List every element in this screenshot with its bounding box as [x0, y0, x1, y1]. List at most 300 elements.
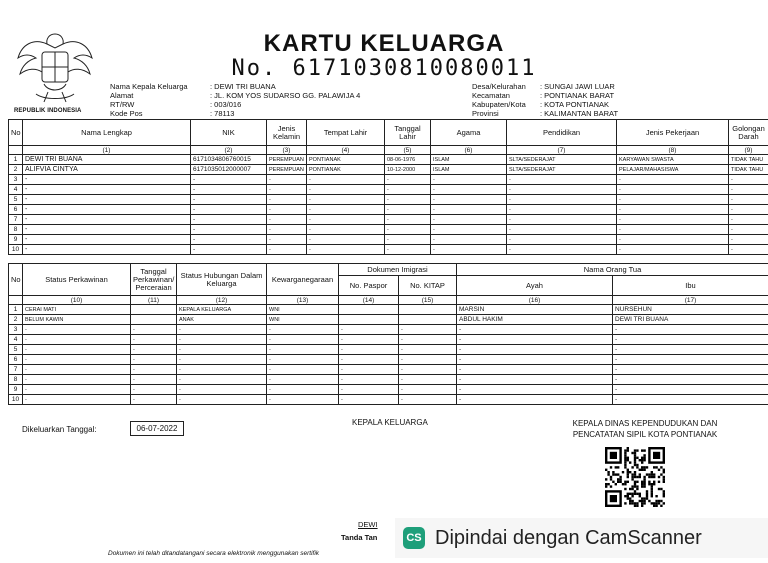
table-cell: TIDAK TAHU	[729, 155, 768, 165]
table-cell: -	[457, 375, 613, 385]
info-label: RT/RW	[110, 100, 135, 109]
table-cell: -	[177, 395, 267, 405]
table-cell: -	[729, 205, 768, 215]
table-cell: 10-12-2000	[385, 165, 431, 175]
table-cell: -	[307, 235, 385, 245]
column-number: (13)	[267, 296, 339, 305]
col-header: Kewarganegaraan	[267, 264, 339, 296]
row-number: 1	[9, 155, 23, 165]
document-title: KARTU KELUARGA	[263, 30, 505, 57]
table-cell: -	[339, 335, 399, 345]
table-cell: -	[617, 245, 729, 255]
table-cell: -	[399, 385, 457, 395]
table-cell: -	[131, 335, 177, 345]
table-cell: -	[23, 345, 131, 355]
table-cell: DEWI TRI BUANA	[23, 155, 191, 165]
table-cell: -	[431, 235, 507, 245]
info-value: : DEWI TRI BUANA	[210, 82, 276, 91]
table-cell: -	[431, 185, 507, 195]
family-members-table	[8, 119, 768, 255]
table-cell: -	[267, 395, 339, 405]
table-cell: -	[307, 195, 385, 205]
row-number: 1	[9, 305, 23, 315]
kk-number-value: 6171030810080011	[292, 56, 537, 81]
info-label: Kode Pos	[110, 109, 143, 118]
table-cell: -	[729, 235, 768, 245]
table-cell: -	[23, 245, 191, 255]
table-cell: -	[457, 345, 613, 355]
row-number: 3	[9, 175, 23, 185]
table-cell: -	[191, 235, 267, 245]
table-cell: -	[177, 355, 267, 365]
table-cell: -	[507, 205, 617, 215]
table-cell: -	[267, 385, 339, 395]
table-cell: -	[457, 335, 613, 345]
table-cell: -	[385, 215, 431, 225]
table-cell: -	[191, 225, 267, 235]
table-cell: -	[507, 245, 617, 255]
column-number: (2)	[191, 146, 267, 155]
table1-header-row	[9, 120, 768, 146]
table-row	[9, 175, 768, 185]
table-cell	[339, 315, 399, 325]
col-header: Tanggal Perkawinan/ Perceraian	[131, 264, 177, 296]
info-value: : KOTA PONTIANAK	[540, 100, 610, 109]
table-cell: -	[399, 325, 457, 335]
table-cell: -	[191, 205, 267, 215]
row-number: 8	[9, 225, 23, 235]
table-cell: CERAI MATI	[23, 305, 131, 315]
table-cell: -	[613, 345, 768, 355]
table-cell: -	[339, 345, 399, 355]
row-number: 7	[9, 215, 23, 225]
table-row	[9, 385, 768, 395]
table-cell: KARYAWAN SWASTA	[617, 155, 729, 165]
col-header: Nama Lengkap	[23, 120, 191, 146]
table-cell: -	[191, 185, 267, 195]
table-cell: PONTIANAK	[307, 165, 385, 175]
table-row	[9, 325, 768, 335]
issued-date: 06-07-2022	[130, 421, 184, 436]
info-row	[472, 82, 618, 91]
table-cell: -	[507, 215, 617, 225]
table-cell: -	[191, 195, 267, 205]
table-cell: -	[399, 365, 457, 375]
col-header: Nama Orang Tua	[457, 264, 768, 276]
row-number: 7	[9, 365, 23, 375]
table-cell: -	[339, 325, 399, 335]
table-cell: -	[23, 235, 191, 245]
table-cell: -	[131, 355, 177, 365]
table-cell: SLTA/SEDERAJAT	[507, 155, 617, 165]
table-cell: -	[267, 205, 307, 215]
info-value: : 003/016	[210, 100, 242, 109]
table-cell: -	[23, 215, 191, 225]
row-number: 8	[9, 375, 23, 385]
column-number: (10)	[23, 296, 131, 305]
col-header: Pendidikan	[507, 120, 617, 146]
column-number: (12)	[177, 296, 267, 305]
row-number: 2	[9, 165, 23, 175]
table-row	[9, 225, 768, 235]
table-cell: -	[399, 375, 457, 385]
column-number: (11)	[131, 296, 177, 305]
table-cell: -	[613, 395, 768, 405]
table-cell: -	[177, 385, 267, 395]
table-cell: -	[23, 325, 131, 335]
col-header: Tempat Lahir	[307, 120, 385, 146]
table-row	[9, 215, 768, 225]
info-label: Kecamatan	[472, 91, 510, 100]
column-number: (16)	[457, 296, 613, 305]
camscanner-text: Dipindai dengan CamScanner	[435, 526, 702, 549]
qr-code-icon	[605, 447, 665, 507]
table-cell: -	[23, 185, 191, 195]
table-cell: -	[267, 375, 339, 385]
table-cell: -	[729, 195, 768, 205]
table-cell: -	[339, 355, 399, 365]
col-header: Status Perkawinan	[23, 264, 131, 296]
col-header: NIK	[191, 120, 267, 146]
table-cell: -	[23, 225, 191, 235]
dinas-line: KEPALA DINAS KEPENDUDUKAN DAN	[572, 419, 718, 428]
info-label: Kabupaten/Kota	[472, 100, 526, 109]
table-cell: -	[457, 365, 613, 375]
info-row	[110, 100, 360, 109]
info-row	[472, 91, 618, 100]
table-cell: -	[267, 175, 307, 185]
table-cell: -	[267, 245, 307, 255]
column-number: (4)	[307, 146, 385, 155]
table-cell: TIDAK TAHU	[729, 165, 768, 175]
table-cell: -	[267, 235, 307, 245]
table-cell: -	[267, 345, 339, 355]
table-cell: -	[267, 225, 307, 235]
table-cell: -	[23, 175, 191, 185]
row-number: 5	[9, 345, 23, 355]
info-left	[110, 82, 360, 118]
row-number: 4	[9, 335, 23, 345]
table-cell: -	[617, 235, 729, 245]
table-cell: -	[267, 335, 339, 345]
table-cell: -	[191, 175, 267, 185]
column-number: (6)	[431, 146, 507, 155]
table-cell: -	[177, 375, 267, 385]
table-cell: -	[729, 185, 768, 195]
table-cell: -	[617, 205, 729, 215]
table-cell: -	[131, 385, 177, 395]
table-row	[9, 355, 768, 365]
signature-label: Tanda Tan	[341, 533, 378, 542]
table-cell: -	[617, 215, 729, 225]
signer-name: DEWI	[358, 520, 378, 529]
col-header: Agama	[431, 120, 507, 146]
table-row	[9, 205, 768, 215]
table-cell	[131, 315, 177, 325]
table-row	[9, 335, 768, 345]
info-label: Nama Kepala Keluarga	[110, 82, 188, 91]
table-cell: 6171034806760015	[191, 155, 267, 165]
table-cell: -	[23, 205, 191, 215]
table-row	[9, 365, 768, 375]
column-number: (3)	[267, 146, 307, 155]
table-row	[9, 165, 768, 175]
info-value: : JL. KOM YOS SUDARSO GG. PALAWIJA 4	[210, 91, 361, 100]
table-cell	[399, 305, 457, 315]
info-label: Alamat	[110, 91, 134, 100]
table-cell: -	[23, 375, 131, 385]
table-row	[9, 395, 768, 405]
table-cell: MARSIN	[457, 305, 613, 315]
column-number: (7)	[507, 146, 617, 155]
info-row	[110, 91, 360, 100]
table-cell: -	[23, 355, 131, 365]
table-cell: -	[131, 345, 177, 355]
table-cell: -	[729, 215, 768, 225]
table-cell: -	[339, 385, 399, 395]
table-cell: WNI	[267, 305, 339, 315]
table-cell: PONTIANAK	[307, 155, 385, 165]
table2-header-row	[9, 264, 768, 276]
table-cell: -	[267, 185, 307, 195]
column-number: (9)	[729, 146, 768, 155]
table-cell: PELAJAR/MAHASISWA	[617, 165, 729, 175]
table-cell: -	[131, 375, 177, 385]
col-header: Dokumen Imigrasi	[339, 264, 457, 276]
column-number	[9, 296, 23, 305]
table-cell: 6171035012000007	[191, 165, 267, 175]
kepala-keluarga-label: KEPALA KELUARGA	[352, 418, 428, 427]
camscanner-icon: CS	[403, 527, 425, 549]
table-cell: -	[399, 335, 457, 345]
table-row	[9, 315, 768, 325]
table-cell: -	[267, 355, 339, 365]
info-row	[472, 100, 618, 109]
col-header: Tanggal Lahir	[385, 120, 431, 146]
table-cell: -	[617, 185, 729, 195]
table-cell: -	[507, 185, 617, 195]
table-cell: -	[339, 395, 399, 405]
col-header: Status Hubungan Dalam Keluarga	[177, 264, 267, 296]
column-number: (8)	[617, 146, 729, 155]
row-number: 10	[9, 245, 23, 255]
table-cell: -	[385, 235, 431, 245]
column-number: (1)	[23, 146, 191, 155]
row-number: 6	[9, 355, 23, 365]
column-number: (14)	[339, 296, 399, 305]
col-subheader: Ibu	[613, 276, 768, 296]
table-cell: -	[23, 195, 191, 205]
table-cell: -	[431, 215, 507, 225]
info-label: Provinsi	[472, 109, 499, 118]
table-cell: KEPALA KELUARGA	[177, 305, 267, 315]
col-header: Golongan Darah	[729, 120, 768, 146]
kk-number	[0, 56, 768, 81]
table-cell: -	[385, 175, 431, 185]
col-header: Jenis Kelamin	[267, 120, 307, 146]
table-cell: -	[617, 195, 729, 205]
table-cell: -	[131, 395, 177, 405]
table-cell: -	[613, 385, 768, 395]
info-value: : KALIMANTAN BARAT	[540, 109, 619, 118]
info-row	[472, 109, 618, 118]
table-cell: -	[23, 365, 131, 375]
table-cell: -	[457, 385, 613, 395]
table-cell: -	[307, 245, 385, 255]
table-cell: -	[729, 245, 768, 255]
row-number: 6	[9, 205, 23, 215]
table-row	[9, 305, 768, 315]
table-cell: -	[131, 325, 177, 335]
table-cell: -	[385, 245, 431, 255]
table-cell: -	[385, 195, 431, 205]
table-cell: -	[307, 225, 385, 235]
table-cell: WNI	[267, 315, 339, 325]
table-cell: ALIFVIA CINTYA	[23, 165, 191, 175]
table-cell: -	[191, 245, 267, 255]
table-cell: -	[307, 205, 385, 215]
table-cell: -	[613, 355, 768, 365]
table-cell: -	[307, 185, 385, 195]
column-number: (17)	[613, 296, 768, 305]
table-cell: -	[457, 355, 613, 365]
table-cell: ISLAM	[431, 155, 507, 165]
info-row	[110, 82, 360, 91]
table-cell: -	[617, 225, 729, 235]
table-cell: -	[177, 345, 267, 355]
table-cell: SLTA/SEDERAJAT	[507, 165, 617, 175]
row-number: 3	[9, 325, 23, 335]
column-number: (15)	[399, 296, 457, 305]
table-cell: -	[431, 245, 507, 255]
table-cell: -	[307, 215, 385, 225]
table-cell: -	[507, 235, 617, 245]
table-cell: -	[431, 225, 507, 235]
col-subheader: No. KITAP	[399, 276, 457, 296]
table-cell: -	[613, 335, 768, 345]
table-cell: ABDUL HAKIM	[457, 315, 613, 325]
table-cell: -	[457, 395, 613, 405]
row-number: 10	[9, 395, 23, 405]
table-row	[9, 375, 768, 385]
table-cell: -	[431, 195, 507, 205]
table-row	[9, 345, 768, 355]
info-value: : 78113	[210, 109, 235, 118]
table-cell: -	[385, 185, 431, 195]
table-cell: -	[267, 215, 307, 225]
table-cell: NURSEHUN	[613, 305, 768, 315]
table-cell: PEREMPUAN	[267, 165, 307, 175]
table-cell: -	[613, 375, 768, 385]
column-number-row	[9, 146, 768, 155]
table-cell: -	[431, 175, 507, 185]
table-cell: -	[385, 225, 431, 235]
camscanner-banner	[395, 518, 768, 558]
column-number	[9, 146, 23, 155]
table-cell: -	[339, 365, 399, 375]
table-cell	[131, 305, 177, 315]
dinas-title	[560, 418, 730, 440]
table-cell: -	[23, 335, 131, 345]
family-status-table	[8, 263, 768, 405]
row-number: 4	[9, 185, 23, 195]
table-cell	[339, 305, 399, 315]
row-number: 5	[9, 195, 23, 205]
table-cell: -	[431, 205, 507, 215]
table-cell: -	[617, 175, 729, 185]
kk-number-prefix: No.	[231, 56, 278, 81]
table-cell: -	[729, 175, 768, 185]
table-cell: 08-06-1976	[385, 155, 431, 165]
table-cell: -	[267, 325, 339, 335]
col-header: No	[9, 120, 23, 146]
table-cell: -	[457, 325, 613, 335]
table-cell: -	[613, 365, 768, 375]
table-cell: -	[267, 365, 339, 375]
row-number: 9	[9, 385, 23, 395]
table-cell: -	[399, 395, 457, 405]
table-cell: -	[399, 355, 457, 365]
table-row	[9, 195, 768, 205]
emblem-caption: REPUBLIK INDONESIA	[14, 108, 82, 114]
table-cell: BELUM KAWIN	[23, 315, 131, 325]
info-label: Desa/Kelurahan	[472, 82, 526, 91]
col-subheader: No. Paspor	[339, 276, 399, 296]
table-cell: -	[177, 335, 267, 345]
footnote: Dokumen ini telah ditandatangani secara elektronik menggunakan sertifik	[108, 550, 320, 557]
table-cell: DEWI TRI BUANA	[613, 315, 768, 325]
issued-label: Dikeluarkan Tanggal:	[22, 425, 97, 434]
table-cell: -	[23, 385, 131, 395]
table-cell: -	[385, 205, 431, 215]
table-cell	[399, 315, 457, 325]
table-cell: -	[191, 215, 267, 225]
col-subheader: Ayah	[457, 276, 613, 296]
table-cell: PEREMPUAN	[267, 155, 307, 165]
col-header: Jenis Pekerjaan	[617, 120, 729, 146]
info-value: : PONTIANAK BARAT	[540, 91, 615, 100]
table-cell: -	[507, 225, 617, 235]
info-row	[110, 109, 360, 118]
table-cell: -	[507, 175, 617, 185]
info-right	[472, 82, 618, 118]
col-header: No	[9, 264, 23, 296]
table-cell: -	[177, 325, 267, 335]
table-cell: -	[613, 325, 768, 335]
column-number: (5)	[385, 146, 431, 155]
table-row	[9, 245, 768, 255]
table-cell: -	[177, 365, 267, 375]
table-cell: -	[131, 365, 177, 375]
table-cell: ANAK	[177, 315, 267, 325]
table-cell: -	[307, 175, 385, 185]
column-number-row	[9, 296, 768, 305]
table-cell: ISLAM	[431, 165, 507, 175]
row-number: 9	[9, 235, 23, 245]
table-row	[9, 155, 768, 165]
table-row	[9, 185, 768, 195]
table-row	[9, 235, 768, 245]
info-value: : SUNGAI JAWI LUAR	[540, 82, 615, 91]
table-cell: -	[23, 395, 131, 405]
row-number: 2	[9, 315, 23, 325]
table-cell: -	[507, 195, 617, 205]
dinas-line: PENCATATAN SIPIL KOTA PONTIANAK	[572, 430, 718, 439]
table-cell: -	[339, 375, 399, 385]
table-cell: -	[399, 345, 457, 355]
table-cell: -	[267, 195, 307, 205]
table-cell: -	[729, 225, 768, 235]
